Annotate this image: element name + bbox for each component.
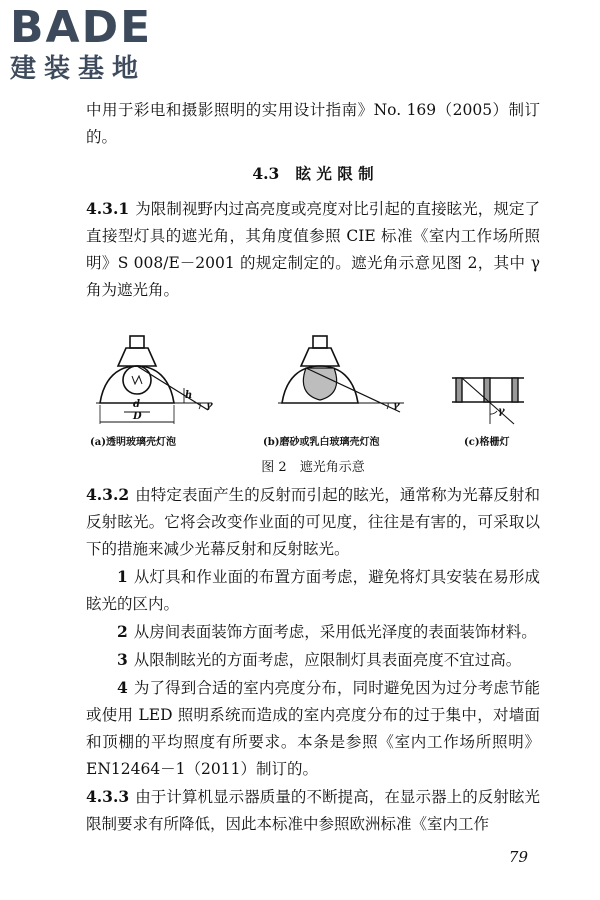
bade-logo bbox=[10, 4, 185, 84]
symbol-h: h bbox=[185, 390, 193, 401]
list-item bbox=[86, 646, 540, 674]
section-number: 4.3 bbox=[252, 164, 280, 183]
clause-4-3-1 bbox=[86, 195, 540, 304]
clause-4-3-2 bbox=[86, 481, 540, 563]
intro-paragraph: 中用于彩电和摄影照明的实用设计指南》No. 169（2005）制订的。 bbox=[86, 101, 540, 146]
panel-c-louver-luminaire bbox=[452, 378, 524, 424]
symbol-gamma-a: γ bbox=[206, 400, 213, 411]
figure-caption: 图 2 遮光角示意 bbox=[261, 460, 365, 475]
figure-2 bbox=[86, 306, 540, 481]
item-number: 4 bbox=[117, 678, 128, 697]
clause-number: 4.3.2 bbox=[86, 485, 130, 504]
clause-number: 4.3.1 bbox=[86, 199, 130, 218]
symbol-d: d bbox=[133, 399, 140, 410]
clause-4-3-3 bbox=[86, 783, 540, 838]
page-number: 79 bbox=[508, 848, 528, 866]
section-title: 眩 光 限 制 bbox=[295, 164, 374, 183]
symbol-D: D bbox=[133, 411, 142, 422]
panel-b-frosted-bulb bbox=[278, 336, 404, 412]
logo-subtitle: 建装基地 bbox=[10, 54, 147, 84]
cutoff-angle-diagram bbox=[86, 306, 540, 454]
logo-wordmark: BADE bbox=[10, 2, 153, 53]
panel-c-label: (c)格栅灯 bbox=[464, 437, 510, 448]
item-number: 2 bbox=[117, 622, 128, 641]
panel-b-label: (b)磨砂或乳白玻璃壳灯泡 bbox=[263, 437, 380, 448]
panel-a-label: (a)透明玻璃壳灯泡 bbox=[90, 437, 176, 448]
clause-text: 为限制视野内过高亮度或亮度对比引起的直接眩光，规定了直接型灯具的遮光角，其角度值参照 CIE 标准《室内工作场所照明》S 008/E－2001 的规定制定的。遮光角示意见图 2，其中 γ 角为遮光角。 bbox=[86, 200, 540, 299]
list-item bbox=[86, 563, 540, 618]
section-heading bbox=[86, 160, 540, 187]
clause-number: 4.3.3 bbox=[86, 787, 130, 806]
item-text: 为了得到合适的室内亮度分布，同时避免因为过分考虑节能或使用 LED 照明系统而造成的室内亮度分布的过于集中，对墙面和顶棚的平均照度有所要求。本条是参照《室内工作场所照明》EN12464－1（2011）制订的。 bbox=[86, 679, 540, 778]
clause-text: 由特定表面产生的反射而引起的眩光，通常称为光幕反射和反射眩光。它将会改变作业面的可见度，往往是有害的，可采取以下的措施来减少光幕反射和反射眩光。 bbox=[86, 486, 540, 558]
symbol-gamma-c: γ bbox=[498, 406, 505, 417]
symbol-gamma-b: γ bbox=[393, 400, 400, 411]
list-item bbox=[86, 618, 540, 646]
panel-a-clear-bulb bbox=[96, 336, 212, 424]
item-text: 从限制眩光的方面考虑，应限制灯具表面亮度不宜过高。 bbox=[133, 651, 522, 669]
item-number: 3 bbox=[117, 650, 128, 669]
item-text: 从灯具和作业面的布置方面考虑，避免将灯具安装在易形成眩光的区内。 bbox=[86, 568, 540, 613]
clause-text: 由于计算机显示器质量的不断提高，在显示器上的反射眩光限制要求有所降低，因此本标准中参照欧洲标准《室内工作 bbox=[86, 788, 540, 833]
page-content bbox=[86, 97, 540, 838]
item-number: 1 bbox=[117, 567, 128, 586]
item-text: 从房间表面装饰方面考虑，采用低光泽度的表面装饰材料。 bbox=[133, 623, 537, 641]
list-item bbox=[86, 674, 540, 783]
